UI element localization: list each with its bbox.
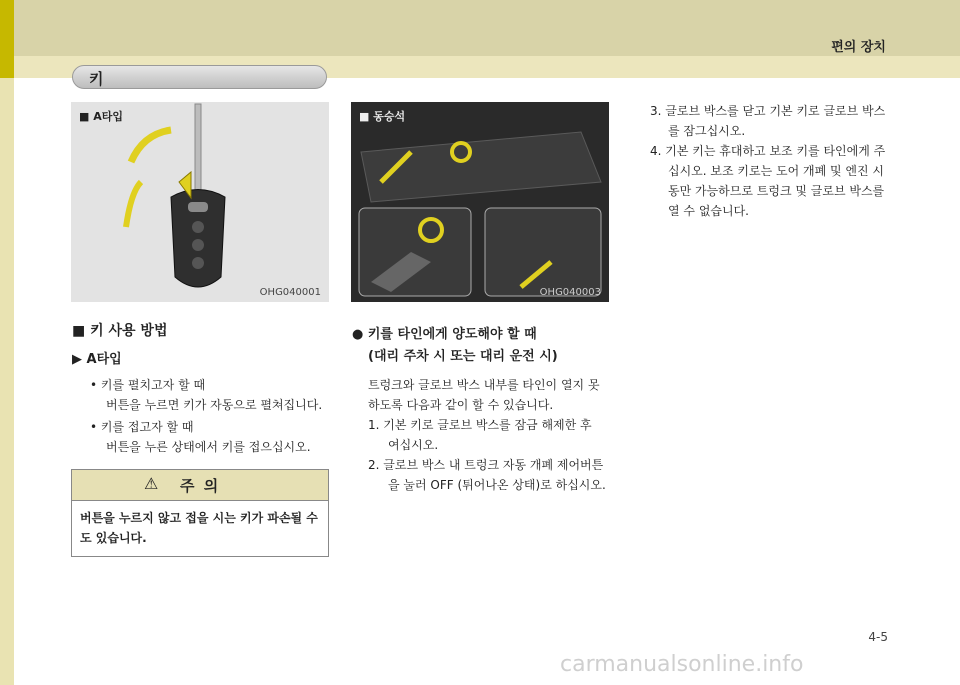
caution-title: 주 의 [180, 477, 221, 495]
bullet-line: 버튼을 누른 상태에서 키를 접으십시오. [106, 440, 311, 454]
body-line: 하도록 다음과 같이 할 수 있습니다. [368, 398, 554, 412]
bullet-line: 버튼을 누르면 키가 자동으로 펼쳐집니다. [106, 398, 323, 412]
body-line: 를 잠그십시오. [668, 124, 746, 138]
figure-glovebox [351, 102, 609, 302]
topic-title-pill [72, 65, 327, 89]
topic-title: 키 [89, 70, 104, 88]
subheading: ▶ A타입 [72, 352, 122, 367]
caution-header [72, 470, 328, 501]
watermark: carmanualsonline.info [560, 652, 804, 677]
figure-key-type-a [71, 102, 329, 302]
figure-label: ■ 동승석 [359, 110, 406, 123]
glovebox-illustration [351, 102, 609, 302]
header-band [0, 0, 960, 56]
body-line: 십시오. 보조 키로는 도어 개폐 및 엔진 시 [668, 164, 884, 178]
section-title: 편의 장치 [831, 40, 886, 55]
left-margin-strip [0, 78, 14, 685]
body-line: 2. 글로브 박스 내 트렁크 자동 개폐 제어버튼 [368, 458, 604, 472]
body-line: 1. 기본 키로 글로브 박스를 잠금 해제한 후 [368, 418, 592, 432]
body-line: 열 수 없습니다. [668, 204, 749, 218]
body-line: 3. 글로브 박스를 닫고 기본 키로 글로브 박스 [650, 104, 886, 118]
figure-code: OHG040003 [539, 287, 601, 298]
chapter-tab [0, 0, 14, 78]
body-line: 4. 기본 키는 휴대하고 보조 키를 타인에게 주 [650, 144, 886, 158]
bullet-line: • 키를 접고자 할 때 [90, 420, 194, 434]
middle-heading: ● 키를 타인에게 양도해야 할 때 [352, 327, 537, 342]
body-line: 을 눌러 OFF (튀어나온 상태)로 하십시오. [388, 478, 606, 492]
bullet-line: • 키를 펼치고자 할 때 [90, 378, 206, 392]
caution-box [71, 469, 329, 557]
caution-text [80, 508, 318, 548]
key-illustration [71, 102, 329, 302]
figure-code: OHG040001 [259, 287, 321, 298]
body-line: 여십시오. [388, 438, 439, 452]
page-number: 4-5 [868, 630, 888, 644]
section-heading: ■ 키 사용 방법 [72, 323, 168, 339]
body-line: 동만 가능하므로 트렁크 및 글로브 박스를 [668, 184, 885, 198]
caution-line: 도 있습니다. [80, 531, 147, 545]
warning-icon: ⚠ [144, 474, 159, 493]
body-line: 트렁크와 글로브 박스 내부를 타인이 열지 못 [368, 378, 600, 392]
figure-label: ■ A타입 [79, 110, 123, 123]
caution-line: 버튼을 누르지 않고 접을 시는 키가 파손될 수 [80, 511, 318, 525]
middle-heading: (대리 주차 시 또는 대리 운전 시) [368, 349, 558, 364]
